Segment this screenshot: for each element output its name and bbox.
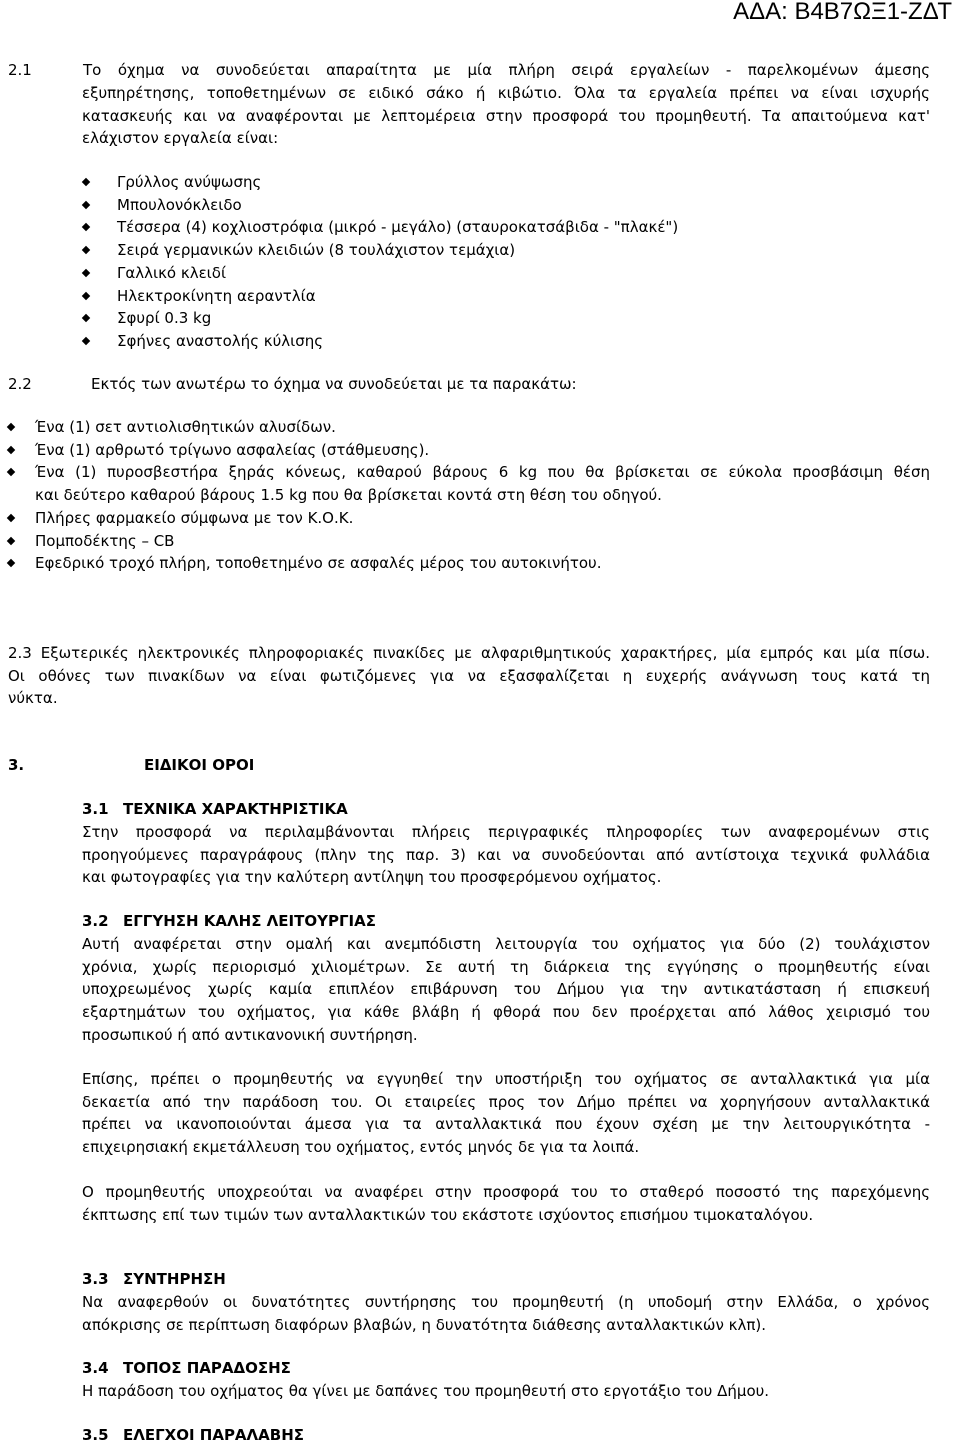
section-3-1-heading	[82, 798, 348, 821]
diamond-bullet-icon	[8, 447, 14, 453]
paragraph-line: έκπτωσης επί των τιμών των ανταλλακτικών του εκάστοτε ισχύοντος επισήμου τιμοκαταλόγου.	[82, 1205, 814, 1224]
section-2-3-line-2: Οι οθόνες των πινακίδων να είναι φωτιζόμενες για να εξασφαλίζεται η ευχερής ανάγνωση τους κατά τη	[8, 666, 930, 685]
paragraph-line: Επίσης, πρέπει ο προμηθευτής να εγγυηθεί την υποστήριξη του οχήματος σε ανταλλακτικά για μία	[82, 1070, 930, 1088]
paragraph-line: απόκρισης σε περίπτωση διαφόρων βλαβών, η δυνατότητα διάθεσης ανταλλακτικών κλπ).	[82, 1315, 767, 1334]
list-item: Μπουλονόκλειδο	[117, 194, 678, 217]
diamond-bullet-icon	[83, 179, 89, 185]
ada-code: ΑΔΑ: Β4Β7ΩΞ1-ΖΔΤ	[733, 0, 952, 25]
section-3-3-title: ΣΥΝΤΗΡΗΣΗ	[123, 1270, 226, 1288]
section-3-4-number: 3.4	[82, 1359, 109, 1377]
paragraph-line: Αυτή αναφέρεται στην ομαλή και ανεμπόδιστη λειτουργία του οχήματος για δύο (2) τουλάχιστον	[82, 935, 930, 953]
section-3-4-body: Η παράδοση του οχήματος θα γίνει με δαπάνες του προμηθευτή στο εργοτάξιο του Δήμου.	[82, 1382, 770, 1400]
section-3-2-paragraph-3	[82, 1181, 930, 1226]
paragraph-line: προηγούμενες παραγράφους (πλην της παρ. 3) και να συνοδεύονται από αντίστοιχα τεχνικά φυλλάδια	[82, 845, 930, 864]
list-item-continuation: και δεύτερο καθαρού βάρους 1.5 kg που θα βρίσκεται κοντά στη θέση του οδηγού.	[35, 486, 662, 505]
paragraph-line: χρόνια, χωρίς περιορισμό χιλιομέτρων. Σε αυτή τη διάρκεια της εγγύησης ο προμηθευτής είναι	[82, 957, 930, 976]
list-item: Ένα (1) αρθρωτό τρίγωνο ασφαλείας (στάθμευσης).	[35, 439, 930, 462]
diamond-bullet-icon	[83, 202, 89, 208]
section-3-4-heading	[82, 1357, 291, 1380]
list-item: Σφήνες αναστολής κύλισης	[117, 330, 678, 353]
section-3-3-body	[82, 1291, 930, 1336]
section-2-1-line-3: κατασκευής και να αναφέρονται με λεπτομέρεια στην προσφορά του προμηθευτή. Τα απαιτούμενα κατ'	[82, 106, 930, 125]
diamond-bullet-icon	[83, 224, 89, 230]
section-3-2-title: ΕΓΓΥΗΣΗ ΚΑΛΗΣ ΛΕΙΤΟΥΡΓΙΑΣ	[123, 912, 376, 930]
section-2-1-line-1: Το όχημα να συνοδεύεται απαραίτητα με μία πλήρη σειρά εργαλείων - παρελκομένων άμεσης	[83, 61, 930, 79]
diamond-bullet-icon	[8, 424, 14, 430]
section-3-3-number: 3.3	[82, 1270, 109, 1288]
diamond-bullet-icon	[8, 560, 14, 566]
list-item: Πομποδέκτης – CB	[35, 530, 930, 553]
list-item: Γρύλλος ανύψωσης	[117, 171, 678, 194]
section-3-1-number: 3.1	[82, 800, 109, 818]
list-item: Γαλλικό κλειδί	[117, 262, 678, 285]
section-2-2-number: 2.2	[8, 375, 32, 393]
list-item: Ένα (1) σετ αντιολισθητικών αλυσίδων.	[35, 416, 930, 439]
paragraph-line: Να αναφερθούν οι δυνατότητες συντήρησης του προμηθευτή (η υποδομή στην Ελλάδα, ο χρόνος	[82, 1293, 930, 1311]
diamond-bullet-icon	[83, 315, 89, 321]
section-3-2-paragraph-1	[82, 933, 930, 1047]
paragraph-line: προσωπικού ή από αντικανονική συντήρηση.	[82, 1025, 418, 1044]
section-2-1-line-2: εξυπηρέτησης, τοποθετημένων σε ειδικό σάκο ή κιβώτιο. Όλα τα εργαλεία πρέπει να είναι ισχυρής	[82, 84, 930, 102]
paragraph-line: πρέπει να ικανοποιούνται άμεσα για τα ανταλλακτικά που έχουν σχέση με την λειτουργικότητα -	[82, 1115, 930, 1134]
list-item: Πλήρες φαρμακείο σύμφωνα με τον Κ.Ο.Κ.	[35, 507, 930, 530]
accessories-list	[35, 416, 930, 575]
list-item: Σειρά γερμανικών κλειδιών (8 τουλάχιστον τεμάχια)	[117, 239, 678, 262]
section-2-1-body	[82, 82, 930, 150]
section-3-5-number: 3.5	[82, 1426, 109, 1444]
section-3-number: 3.	[8, 756, 25, 774]
list-item: Τέσσερα (4) κοχλιοστρόφια (μικρό - μεγάλο) (σταυροκατσάβιδα - "πλακέ")	[117, 216, 678, 239]
paragraph-line: δεκαετία από την παράδοση του. Οι εταιρείες προς τον Δήμο πρέπει να χορηγήσουν ανταλλακτικά	[82, 1092, 930, 1111]
diamond-bullet-icon	[8, 515, 14, 521]
section-2-3-line-3: νύκτα.	[8, 689, 58, 708]
list-item: Εφεδρικό τροχό πλήρη, τοποθετημένο σε ασφαλές μέρος του αυτοκινήτου.	[35, 552, 930, 575]
tools-list	[117, 171, 678, 353]
list-item: Ηλεκτροκίνητη αεραντλία	[117, 285, 678, 308]
diamond-bullet-icon	[83, 247, 89, 253]
section-3-title: ΕΙΔΙΚΟΙ ΟΡΟΙ	[144, 756, 255, 774]
section-2-2-intro: Εκτός των ανωτέρω το όχημα να συνοδεύεται με τα παρακάτω:	[91, 375, 577, 393]
paragraph-line: εξαρτημάτων του οχήματος, για κάθε βλάβη ή φθορά που δεν προέρχεται από λάθος χειρισμό του	[82, 1003, 930, 1022]
section-2-3-line-1: 2.3 Εξωτερικές ηλεκτρονικές πληροφοριακές πινακίδες με αλφαριθμητικούς χαρακτήρες, μία εμπρός και μία πίσω.	[8, 644, 930, 662]
section-2-1-line-4: ελάχιστον εργαλεία είναι:	[82, 129, 279, 148]
diamond-bullet-icon	[83, 270, 89, 276]
paragraph-line: και φωτογραφίες για την καλύτερη αντίληψη του προσφερόμενου οχήματος.	[82, 868, 662, 887]
section-2-3	[8, 642, 930, 710]
paragraph-line: υποχρεωμένος χωρίς καμία επιπλέον επιβάρυνση του Δήμου για την αντικατάσταση ή επισκευή	[82, 980, 930, 999]
diamond-bullet-icon	[8, 469, 14, 475]
section-3-4-title: ΤΟΠΟΣ ΠΑΡΑΔΟΣΗΣ	[123, 1359, 291, 1377]
section-3-2-heading	[82, 910, 376, 933]
list-item: Ένα (1) πυροσβεστήρα ξηράς κόνεως, καθαρού βάρους 6 kg που θα βρίσκεται σε εύκολα προσβάσιμη θέση	[35, 461, 930, 484]
paragraph-line: Στην προσφορά να περιλαμβάνονται πλήρεις περιγραφικές πληροφορίες των αναφερομένων στις	[82, 823, 930, 841]
section-3-3-heading	[82, 1268, 226, 1291]
section-2-2-heading	[8, 373, 577, 396]
section-2-1-line-1-wrap	[83, 59, 930, 82]
diamond-bullet-icon	[83, 293, 89, 299]
section-3-2-paragraph-2	[82, 1068, 930, 1159]
paragraph-line: Ο προμηθευτής υποχρεούται να αναφέρει στην προσφορά του το σταθερό ποσοστό της παρεχόμενης	[82, 1183, 930, 1201]
paragraph-line: επιχειρησιακή εκμετάλλευση του οχήματος, εντός μηνός δε για τα λοιπά.	[82, 1138, 640, 1157]
section-3-1-title: ΤΕΧΝΙΚΑ ΧΑΡΑΚΤΗΡΙΣΤΙΚΑ	[123, 800, 348, 818]
diamond-bullet-icon	[8, 538, 14, 544]
section-3-5-heading	[82, 1424, 304, 1447]
diamond-bullet-icon	[83, 338, 89, 344]
list-item: Σφυρί 0.3 kg	[117, 307, 678, 330]
section-3-1-body	[82, 821, 930, 889]
section-2-1-number: 2.1	[8, 61, 32, 79]
section-3-5-title: ΕΛΕΓΧΟΙ ΠΑΡΑΛΑΒΗΣ	[123, 1426, 304, 1444]
section-3-2-number: 3.2	[82, 912, 109, 930]
section-3-heading	[8, 754, 254, 777]
